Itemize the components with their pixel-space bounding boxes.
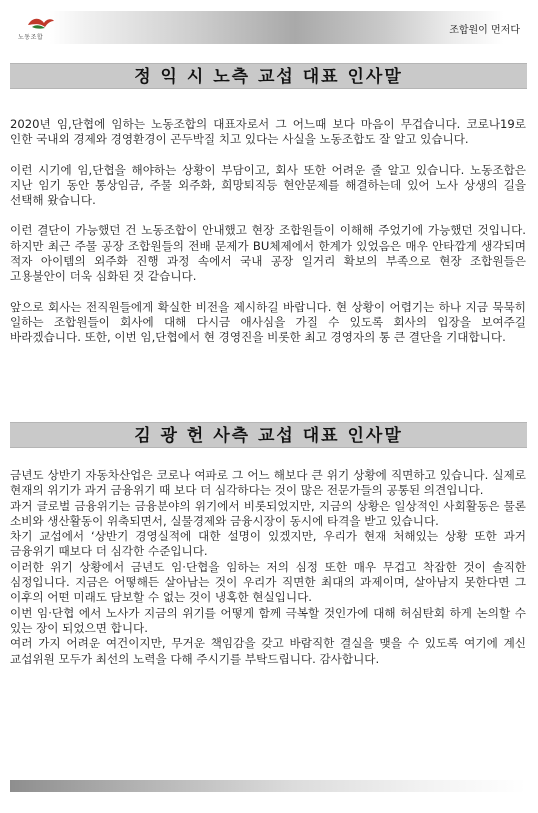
paragraph: 2020년 임,단협에 임하는 노동조합의 대표자로서 그 어느때 보다 마음이 무겁습니다. 코로나19로 인한 국내외 경제와 경영환경이 곤두박질 치고 있다는 사실을 노동조합도 잘 알고 있습니다. xyxy=(10,117,526,147)
paragraph: 과거 글로벌 금융위기는 금융분야의 위기에서 비롯되었지만, 지금의 상황은 일상적인 사회활동은 물론 소비와 생산활동이 위축되면서, 실물경제와 금융시장이 동시에 타격을 받고 있습니다. xyxy=(10,498,526,528)
paragraph: 앞으로 회사는 전직원들에게 확실한 비전을 제시하길 바랍니다. 현 상황이 어렵기는 하나 지금 묵묵히 일하는 조합원들이 회사에 대해 다시금 애사심을 가질 수 있도록 회사의 입장을 보여주길 바라겠습니다. 또한, 이번 임,단협에서 현 경영진을 비롯한 최고 경영자의 통 큰 결단을 기대합니다. xyxy=(10,299,526,345)
header-bar xyxy=(8,11,530,44)
section-title-management: 김 광 헌 사측 교섭 대표 인사말 xyxy=(10,422,527,448)
paragraph: 이번 임·단협 에서 노사가 지금의 위기를 어떻게 함께 극복할 것인가에 대해 허심탄회 하게 논의할 수 있는 장이 되었으면 합니다. xyxy=(10,605,526,635)
header-slogan: 조합원이 먼저다 xyxy=(449,25,520,36)
paragraph: 이러한 위기 상황에서 금년도 임·단협을 임하는 저의 심정 또한 매우 무겁고 착잡한 것이 솔직한 심정입니다. 지금은 어떻해든 살아남는 것이 우리가 직면한 최대의 과제이며, 살아남지 못한다면 그 이후의 어떤 미래도 담보할 수 없는 것이 냉혹한 현실입니다. xyxy=(10,559,526,605)
section-body-management xyxy=(10,468,526,667)
paragraph: 이런 결단이 가능했던 건 노동조합이 안내했고 현장 조합원들이 이해해 주었기에 가능했던 것입니다. 하지만 최근 주물 공장 조합원들의 전배 문제가 BU체제에서 한계가 있었음은 매우 안타깝게 생각되며 적자 아이템의 외주화 진행 과정 속에서 국내 공장 일거리 확보의 부족으로 현장 조합원들은 고용불안이 더욱 심화된 것 같습니다. xyxy=(10,223,526,284)
footer-bar xyxy=(10,780,526,792)
union-logo xyxy=(16,15,72,41)
section-body-labor xyxy=(10,117,526,361)
logo-emblem-icon xyxy=(26,15,56,31)
paragraph: 이런 시기에 임,단협을 해야하는 상황이 부담이고, 회사 또한 어려운 줄 알고 있습니다. 노동조합은 지난 임기 동안 통상임금, 주물 외주화, 희망퇴직등 현안문제를 해결하는데 있어 노사 상생의 길을 선택해 왔습니다. xyxy=(10,162,526,208)
paragraph: 차기 교섭에서 ‘상반기 경영실적에 대한 설명이 있겠지만, 우리가 현재 처해있는 상황 또한 과거 금융위기 때보다 더 심각한 수준입니다. xyxy=(10,529,526,559)
logo-text: 노동조합 xyxy=(18,34,44,41)
paragraph: 금년도 상반기 자동차산업은 코로나 여파로 그 어느 해보다 큰 위기 상황에 직면하고 있습니다. 실제로 현재의 위기가 과거 금융위기 때 보다 더 심각하다는 것이 많은 전문가들의 공통된 의견입니다. xyxy=(10,468,526,498)
section-title-labor: 정 익 시 노측 교섭 대표 인사말 xyxy=(10,63,527,89)
paragraph: 여러 가지 어려운 여건이지만, 무거운 책임감을 갖고 바람직한 결실을 맺을 수 있도록 여기에 계신 교섭위원 모두가 최선의 노력을 다해 주시기를 부탁드립니다. 감사합니다. xyxy=(10,636,526,666)
